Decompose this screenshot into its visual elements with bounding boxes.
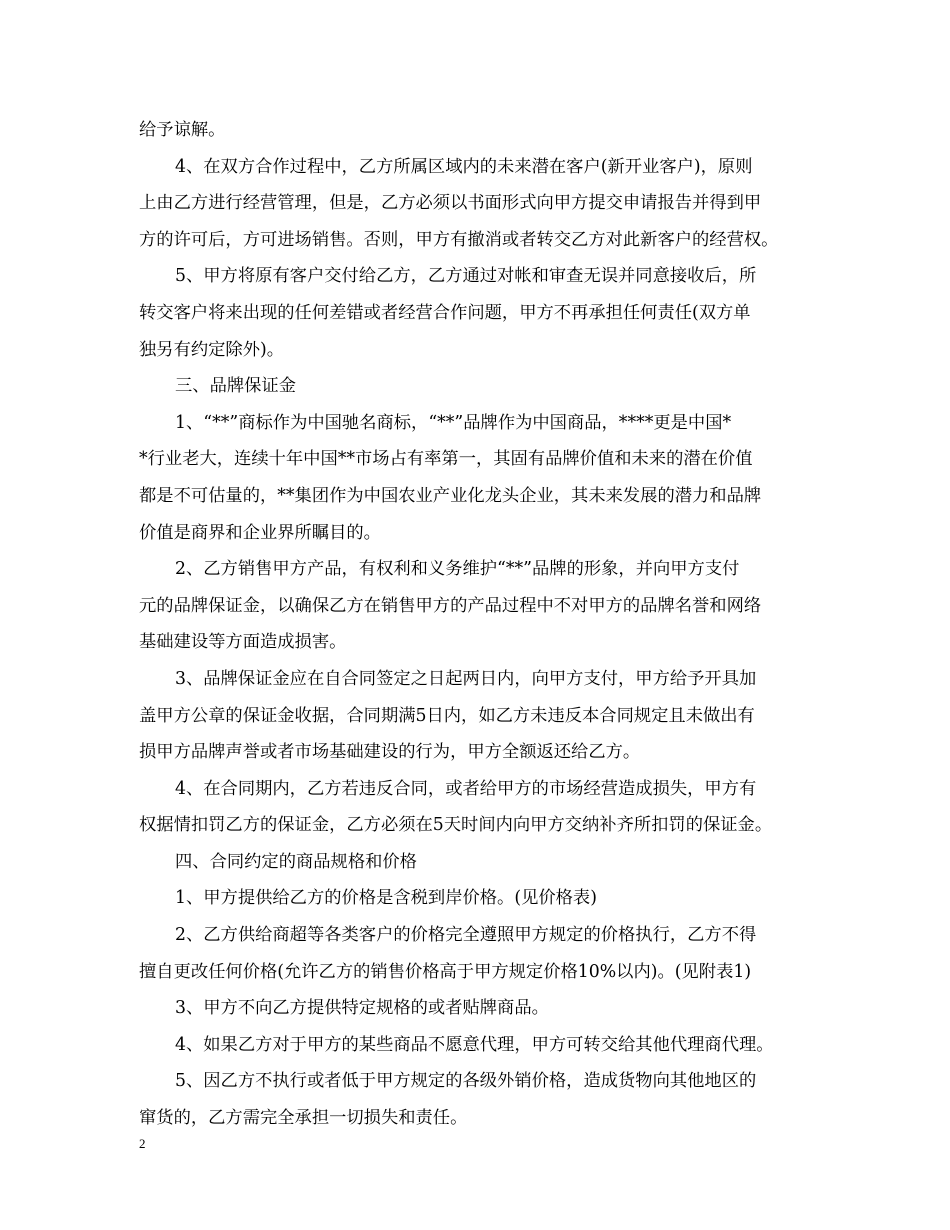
text-line: 给予谅解。 <box>139 120 226 140</box>
text-line: 3、品牌保证金应在自合同签定之日起两日内，向甲方支付，甲方给予开具加 <box>175 668 757 689</box>
text-line: 1、“**”商标作为中国驰名商标，“**”品牌作为中国商品，****更是中国* <box>175 412 732 433</box>
text-line: 损甲方品牌声誉或者市场基础建设的行为，甲方全额返还给乙方。 <box>139 742 641 763</box>
text-line: 2、乙方销售甲方产品，有权利和义务维护“**”品牌的形象，并向甲方支付 <box>175 559 740 580</box>
text-line: 5、因乙方不执行或者低于甲方规定的各级外销价格，造成货物向其他地区的 <box>175 1071 757 1092</box>
text-line: 价值是商界和企业界所瞩目的。 <box>139 522 381 543</box>
text-line: 独另有约定除外)。 <box>139 339 284 360</box>
text-line: 窜货的，乙方需完全承担一切损失和责任。 <box>139 1108 468 1129</box>
text-line: 1、甲方提供给乙方的价格是含税到岸价格。(见价格表) <box>175 888 597 909</box>
text-line: 方的许可后，方可进场销售。否则，甲方有撤消或者转交乙方对此新客户的经营权。 <box>139 229 779 250</box>
section-heading: 四、合同约定的商品规格和价格 <box>175 851 417 872</box>
text-line: *行业老大，连续十年中国**市场占有率第一，其固有品牌价值和未来的潜在价值 <box>139 449 753 470</box>
text-line: 擅自更改任何价格(允许乙方的销售价格高于甲方规定价格10%以内)。(见附表1) <box>139 961 752 982</box>
text-line: 5、甲方将原有客户交付给乙方，乙方通过对帐和审查无误并同意接收后，所 <box>175 266 757 287</box>
text-line: 都是不可估量的，**集团作为中国农业产业化龙头企业，其未来发展的潜力和品牌 <box>139 485 762 506</box>
page-number: 2 <box>139 1136 146 1151</box>
text-line: 3、甲方不向乙方提供特定规格的或者贴牌商品。 <box>175 998 549 1019</box>
text-line: 元的品牌保证金，以确保乙方在销售甲方的产品过程中不对甲方的品牌名誉和网络 <box>139 595 762 616</box>
text-line: 权据情扣罚乙方的保证金，乙方必须在5天时间内向甲方交纳补齐所扣罚的保证金。 <box>139 815 773 836</box>
text-line: 盖甲方公章的保证金收据，合同期满5日内，如乙方未违反本合同规定且未做出有 <box>139 705 755 726</box>
text-line: 转交客户将来出现的任何差错或者经营合作问题，甲方不再承担任何责任(双方单 <box>139 302 751 323</box>
document-body <box>139 112 819 1137</box>
text-line: 4、在双方合作过程中，乙方所属区域内的未来潜在客户(新开业客户)，原则 <box>175 156 753 177</box>
text-line: 基础建设等方面造成损害。 <box>139 632 347 653</box>
text-line: 4、在合同期内，乙方若违反合同，或者给甲方的市场经营造成损失，甲方有 <box>175 778 757 799</box>
text-line: 2、乙方供给商超等各类客户的价格完全遵照甲方规定的价格执行，乙方不得 <box>175 925 757 946</box>
section-heading: 三、品牌保证金 <box>175 376 296 397</box>
text-line: 4、如果乙方对于甲方的某些商品不愿意代理，甲方可转交给其他代理商代理。 <box>175 1034 774 1055</box>
text-line: 上由乙方进行经营管理，但是，乙方必须以书面形式向甲方提交申请报告并得到甲 <box>139 193 762 214</box>
